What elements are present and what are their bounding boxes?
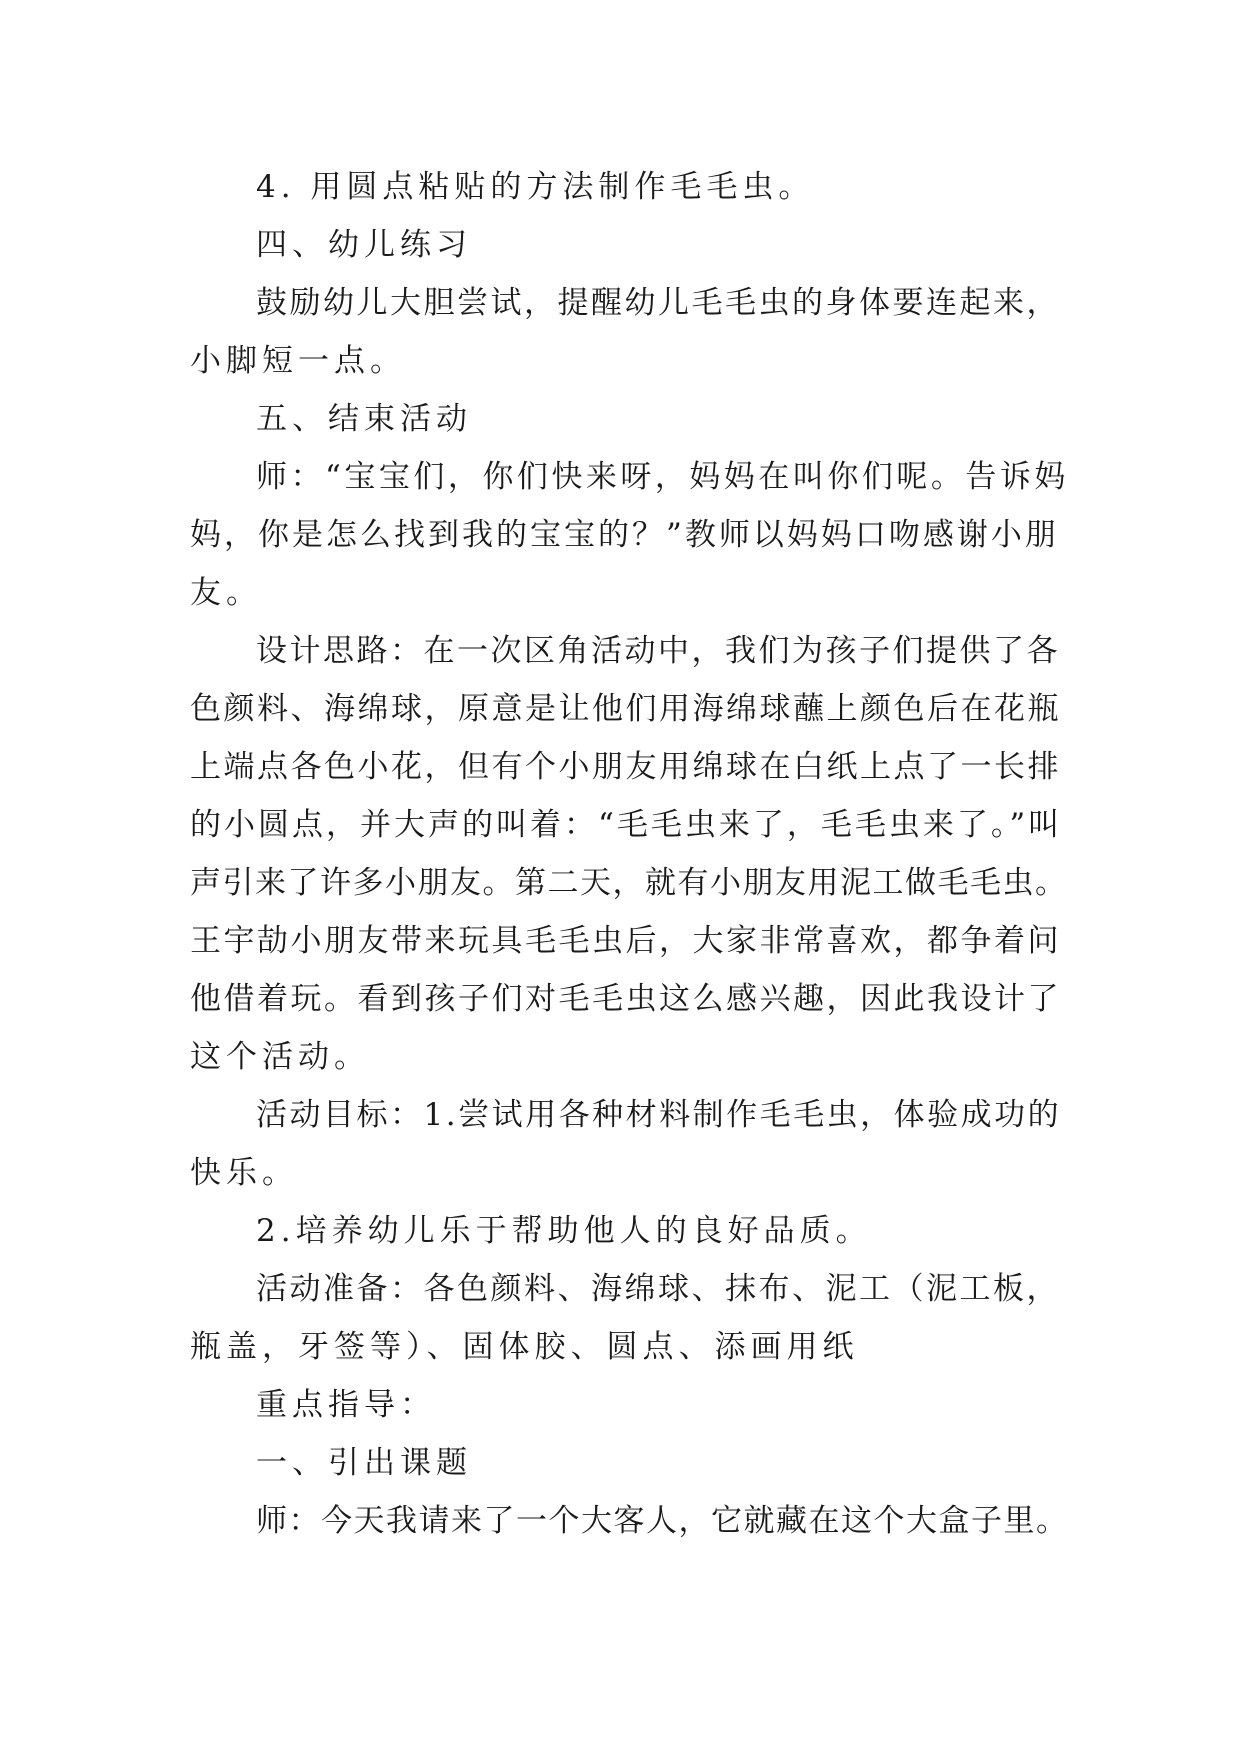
section-heading: 一、引出课题 xyxy=(256,1445,472,1481)
text-line: 他借着玩。看到孩子们对毛毛虫这么感兴趣，因此我设计了 xyxy=(190,981,1061,1017)
text-line: 活动准备：各色颜料、海绵球、抹布、泥工（泥工板， xyxy=(256,1271,1060,1307)
text-line: 的小圆点，并大声的叫着：“毛毛虫来了，毛毛虫来了。”叫 xyxy=(190,807,1063,843)
section-heading: 重点指导： xyxy=(256,1387,436,1423)
section-heading: 五、结束活动 xyxy=(256,401,472,437)
text-line: 活动目标：1.尝试用各种材料制作毛毛虫，体验成功的 xyxy=(256,1097,1062,1133)
text-line: 鼓励幼儿大胆尝试，提醒幼儿毛毛虫的身体要连起来， xyxy=(256,285,1060,321)
text-line: 设计思路：在一次区角活动中，我们为孩子们提供了各 xyxy=(256,633,1060,669)
document-body xyxy=(190,158,1070,1550)
text-line: 友。 xyxy=(190,575,262,611)
text-line: 师：“宝宝们，你们快来呀，妈妈在叫你们呢。告诉妈 xyxy=(256,459,1069,495)
text-line: 师：今天我请来了一个大客人，它就藏在这个大盒子里。 xyxy=(256,1503,1069,1539)
text-line: 快乐。 xyxy=(190,1155,298,1191)
text-line: 4. 用圆点粘贴的方法制作毛毛虫。 xyxy=(256,169,815,205)
text-line: 2.培养幼儿乐于帮助他人的良好品质。 xyxy=(256,1213,872,1249)
text-line: 上端点各色小花，但有个小朋友用绵球在白纸上点了一长排 xyxy=(190,749,1061,785)
text-line: 小脚短一点。 xyxy=(190,343,406,379)
text-line: 王宇劼小朋友带来玩具毛毛虫后，大家非常喜欢，都争着问 xyxy=(190,923,1061,959)
text-line: 瓶盖，牙签等）、固体胶、圆点、添画用纸 xyxy=(190,1329,859,1365)
text-line: 声引来了许多小朋友。第二天，就有小朋友用泥工做毛毛虫。 xyxy=(190,865,1068,901)
section-heading: 四、幼儿练习 xyxy=(256,227,472,263)
text-line: 妈，你是怎么找到我的宝宝的？”教师以妈妈口吻感谢小朋 xyxy=(190,517,1059,553)
text-line: 这个活动。 xyxy=(190,1039,370,1075)
text-line: 色颜料、海绵球，原意是让他们用海绵球蘸上颜色后在花瓶 xyxy=(190,691,1061,727)
